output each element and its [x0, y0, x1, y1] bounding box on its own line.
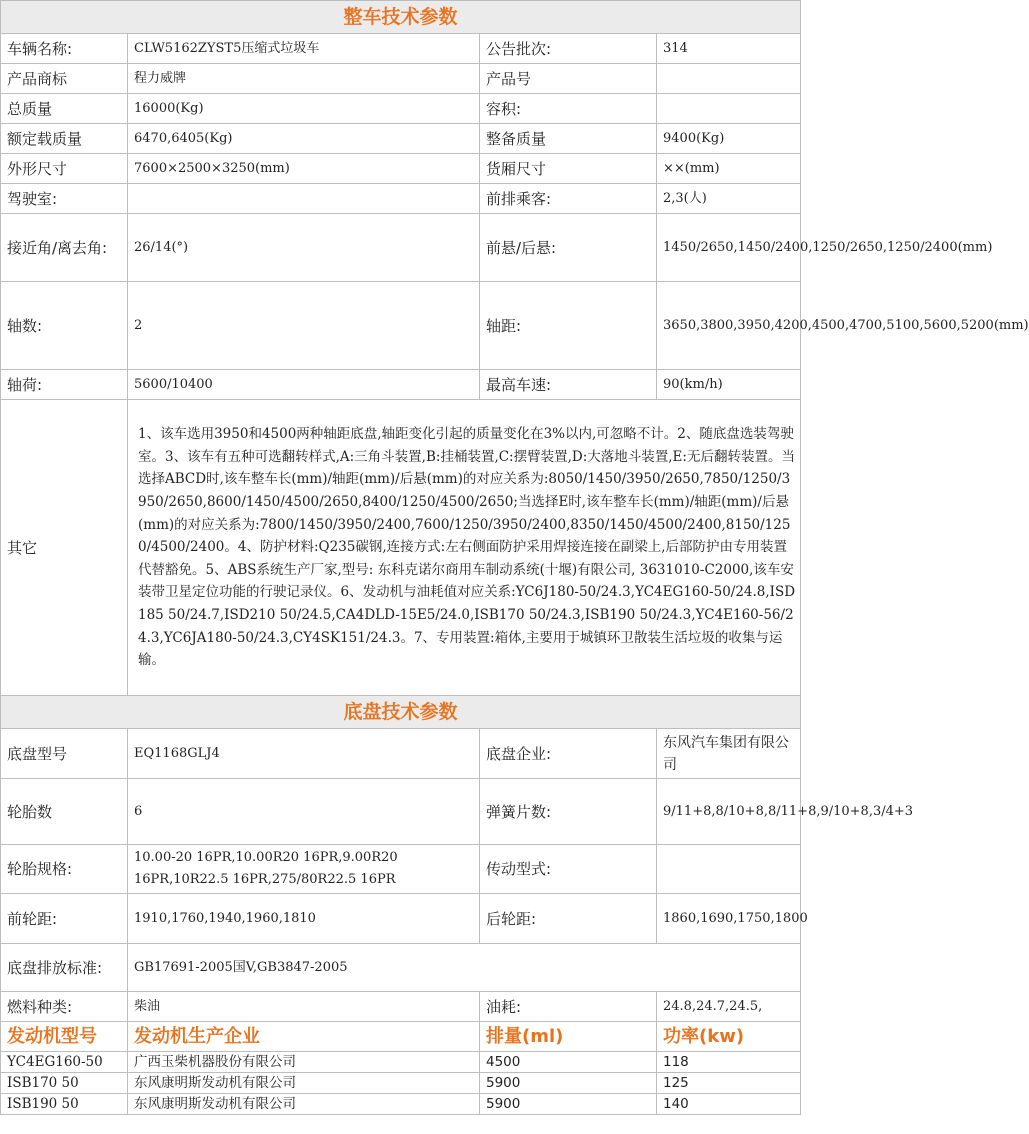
chassis-section-title: 底盘技术参数: [1, 696, 801, 729]
tire-spec-label: 轮胎规格:: [1, 845, 128, 894]
approach-angle-value: 26/14(°): [128, 214, 480, 282]
chassis-maker-label: 底盘企业:: [480, 729, 657, 779]
front-passengers-label: 前排乘客:: [480, 184, 657, 214]
tire-spec-value: 10.00-20 16PR,10.00R20 16PR,9.00R20 16PR,10R22.5 16PR,275/80R22.5 16PR: [128, 845, 480, 894]
table-row: [1, 779, 801, 845]
front-passengers-value: 2,3(人): [657, 184, 801, 214]
engine-model: YC4EG160-50: [1, 1052, 128, 1073]
table-row: [1, 214, 801, 282]
table-row: [1, 992, 801, 1022]
other-label: 其它: [1, 400, 128, 696]
table-row: [1, 894, 801, 944]
axle-load-value: 5600/10400: [128, 370, 480, 400]
dimensions-label: 外形尺寸: [1, 154, 128, 184]
table-row: [1, 282, 801, 370]
rear-track-value: 1860,1690,1750,1800: [657, 894, 801, 944]
engine-power: 140: [657, 1094, 801, 1115]
table-row: [1, 64, 801, 94]
overhang-value: 1450/2650,1450/2400,1250/2650,1250/2400(mm): [657, 214, 801, 282]
chassis-model-value: EQ1168GLJ4: [128, 729, 480, 779]
front-track-label: 前轮距:: [1, 894, 128, 944]
max-speed-value: 90(km/h): [657, 370, 801, 400]
leaf-spring-label: 弹簧片数:: [480, 779, 657, 845]
volume-label: 容积:: [480, 94, 657, 124]
engine-header-row: [1, 1022, 801, 1052]
curb-mass-value: 9400(Kg): [657, 124, 801, 154]
front-track-value: 1910,1760,1940,1960,1810: [128, 894, 480, 944]
table-row: [1, 34, 801, 64]
engine-maker-header: 发动机生产企业: [128, 1022, 480, 1052]
table-row: [1, 1094, 801, 1115]
engine-power: 125: [657, 1073, 801, 1094]
table-row: [1, 845, 801, 894]
cab-value: [128, 184, 480, 214]
engine-maker: 广西玉柴机器股份有限公司: [128, 1052, 480, 1073]
axle-load-label: 轴荷:: [1, 370, 128, 400]
rated-load-value: 6470,6405(Kg): [128, 124, 480, 154]
tire-count-label: 轮胎数: [1, 779, 128, 845]
volume-value: [657, 94, 801, 124]
fuel-type-value: 柴油: [128, 992, 480, 1022]
fuel-consumption-value: 24.8,24.7,24.5,: [657, 992, 801, 1022]
rated-load-label: 额定载质量: [1, 124, 128, 154]
brand-label: 产品商标: [1, 64, 128, 94]
table-row: [1, 94, 801, 124]
engine-displacement: 4500: [480, 1052, 657, 1073]
max-speed-label: 最高车速:: [480, 370, 657, 400]
table-row: [1, 400, 801, 696]
batch-value: 314: [657, 34, 801, 64]
dimensions-value: 7600×2500×3250(mm): [128, 154, 480, 184]
vehicle-section-title: 整车技术参数: [1, 1, 801, 34]
gross-mass-label: 总质量: [1, 94, 128, 124]
emission-standard-value: GB17691-2005国V,GB3847-2005: [128, 944, 801, 992]
other-notes: 1、该车选用3950和4500两种轴距底盘,轴距变化引起的质量变化在3%以内,可忽略不计。2、随底盘选装驾驶室。3、该车有五种可选翻转样式,A:三角斗装置,B:挂桶装置,C:摆臂装置,D:大落地斗装置,E:无后翻转装置。当选择ABCD时,该车整车长(mm)/轴距(mm)/后悬(mm)的对应关系为:8050/1450/3950/2650,7850/1250/3950/2650,8600/1450/4500/2650,8400/1250/4500/2650;当选择E时,该车整车长(mm)/轴距(mm)/后悬(mm)的对应关系为:7800/1450/3950/2400,7600/1250/3950/2400,8350/1450/4500/2400,8150/1250/4500/2400。4、防护材料:Q235碳钢,连接方式:左右侧面防护采用焊接连接在副梁上,后部防护由专用装置代替豁免。5、ABS系统生产厂家,型号: 东科克诺尔商用车制动系统(十堰)有限公司, 3631010-C2000,该车安装带卫星定位功能的行驶记录仪。6、发动机与油耗值对应关系:YC6J180-50/24.3,YC4EG160-50/24.8,ISD185 50/24.7,ISD210 50/24.5,CA4DLD-15E5/24.0,ISB170 50/24.3,ISB190 50/24.3,YC4E160-56/24.3,YC6JA180-50/24.3,CY4SK151/24.3。7、专用装置:箱体,主要用于城镇环卫散装生活垃圾的收集与运输。: [128, 400, 801, 696]
table-row: [1, 729, 801, 779]
chassis-maker-value: 东风汽车集团有限公司: [657, 729, 801, 779]
axle-count-label: 轴数:: [1, 282, 128, 370]
wheelbase-label: 轴距:: [480, 282, 657, 370]
chassis-model-label: 底盘型号: [1, 729, 128, 779]
brand-value: 程力威牌: [128, 64, 480, 94]
wheelbase-value: 3650,3800,3950,4200,4500,4700,5100,5600,5200(mm): [657, 282, 801, 370]
fuel-type-label: 燃料种类:: [1, 992, 128, 1022]
product-no-label: 产品号: [480, 64, 657, 94]
batch-label: 公告批次:: [480, 34, 657, 64]
table-row: [1, 1073, 801, 1094]
engine-maker: 东风康明斯发动机有限公司: [128, 1094, 480, 1115]
engine-displacement: 5900: [480, 1094, 657, 1115]
curb-mass-label: 整备质量: [480, 124, 657, 154]
table-row: [1, 1052, 801, 1073]
cab-label: 驾驶室:: [1, 184, 128, 214]
table-row: [1, 944, 801, 992]
drive-type-value: [657, 845, 801, 894]
vehicle-name-label: 车辆名称:: [1, 34, 128, 64]
engine-power-header: 功率(kw): [657, 1022, 801, 1052]
engine-model-header: 发动机型号: [1, 1022, 128, 1052]
tire-count-value: 6: [128, 779, 480, 845]
engine-power: 118: [657, 1052, 801, 1073]
table-row: [1, 124, 801, 154]
cargo-size-label: 货厢尺寸: [480, 154, 657, 184]
approach-angle-label: 接近角/离去角:: [1, 214, 128, 282]
engine-displacement-header: 排量(ml): [480, 1022, 657, 1052]
gross-mass-value: 16000(Kg): [128, 94, 480, 124]
vehicle-name-value: CLW5162ZYST5压缩式垃圾车: [128, 34, 480, 64]
engine-displacement: 5900: [480, 1073, 657, 1094]
table-row: [1, 184, 801, 214]
fuel-consumption-label: 油耗:: [480, 992, 657, 1022]
product-no-value: [657, 64, 801, 94]
rear-track-label: 后轮距:: [480, 894, 657, 944]
leaf-spring-value: 9/11+8,8/10+8,8/11+8,9/10+8,3/4+3: [657, 779, 801, 845]
drive-type-label: 传动型式:: [480, 845, 657, 894]
emission-standard-label: 底盘排放标准:: [1, 944, 128, 992]
engine-model: ISB190 50: [1, 1094, 128, 1115]
engine-maker: 东风康明斯发动机有限公司: [128, 1073, 480, 1094]
overhang-label: 前悬/后悬:: [480, 214, 657, 282]
cargo-size-value: ××(mm): [657, 154, 801, 184]
table-row: [1, 370, 801, 400]
engine-model: ISB170 50: [1, 1073, 128, 1094]
axle-count-value: 2: [128, 282, 480, 370]
table-row: [1, 154, 801, 184]
